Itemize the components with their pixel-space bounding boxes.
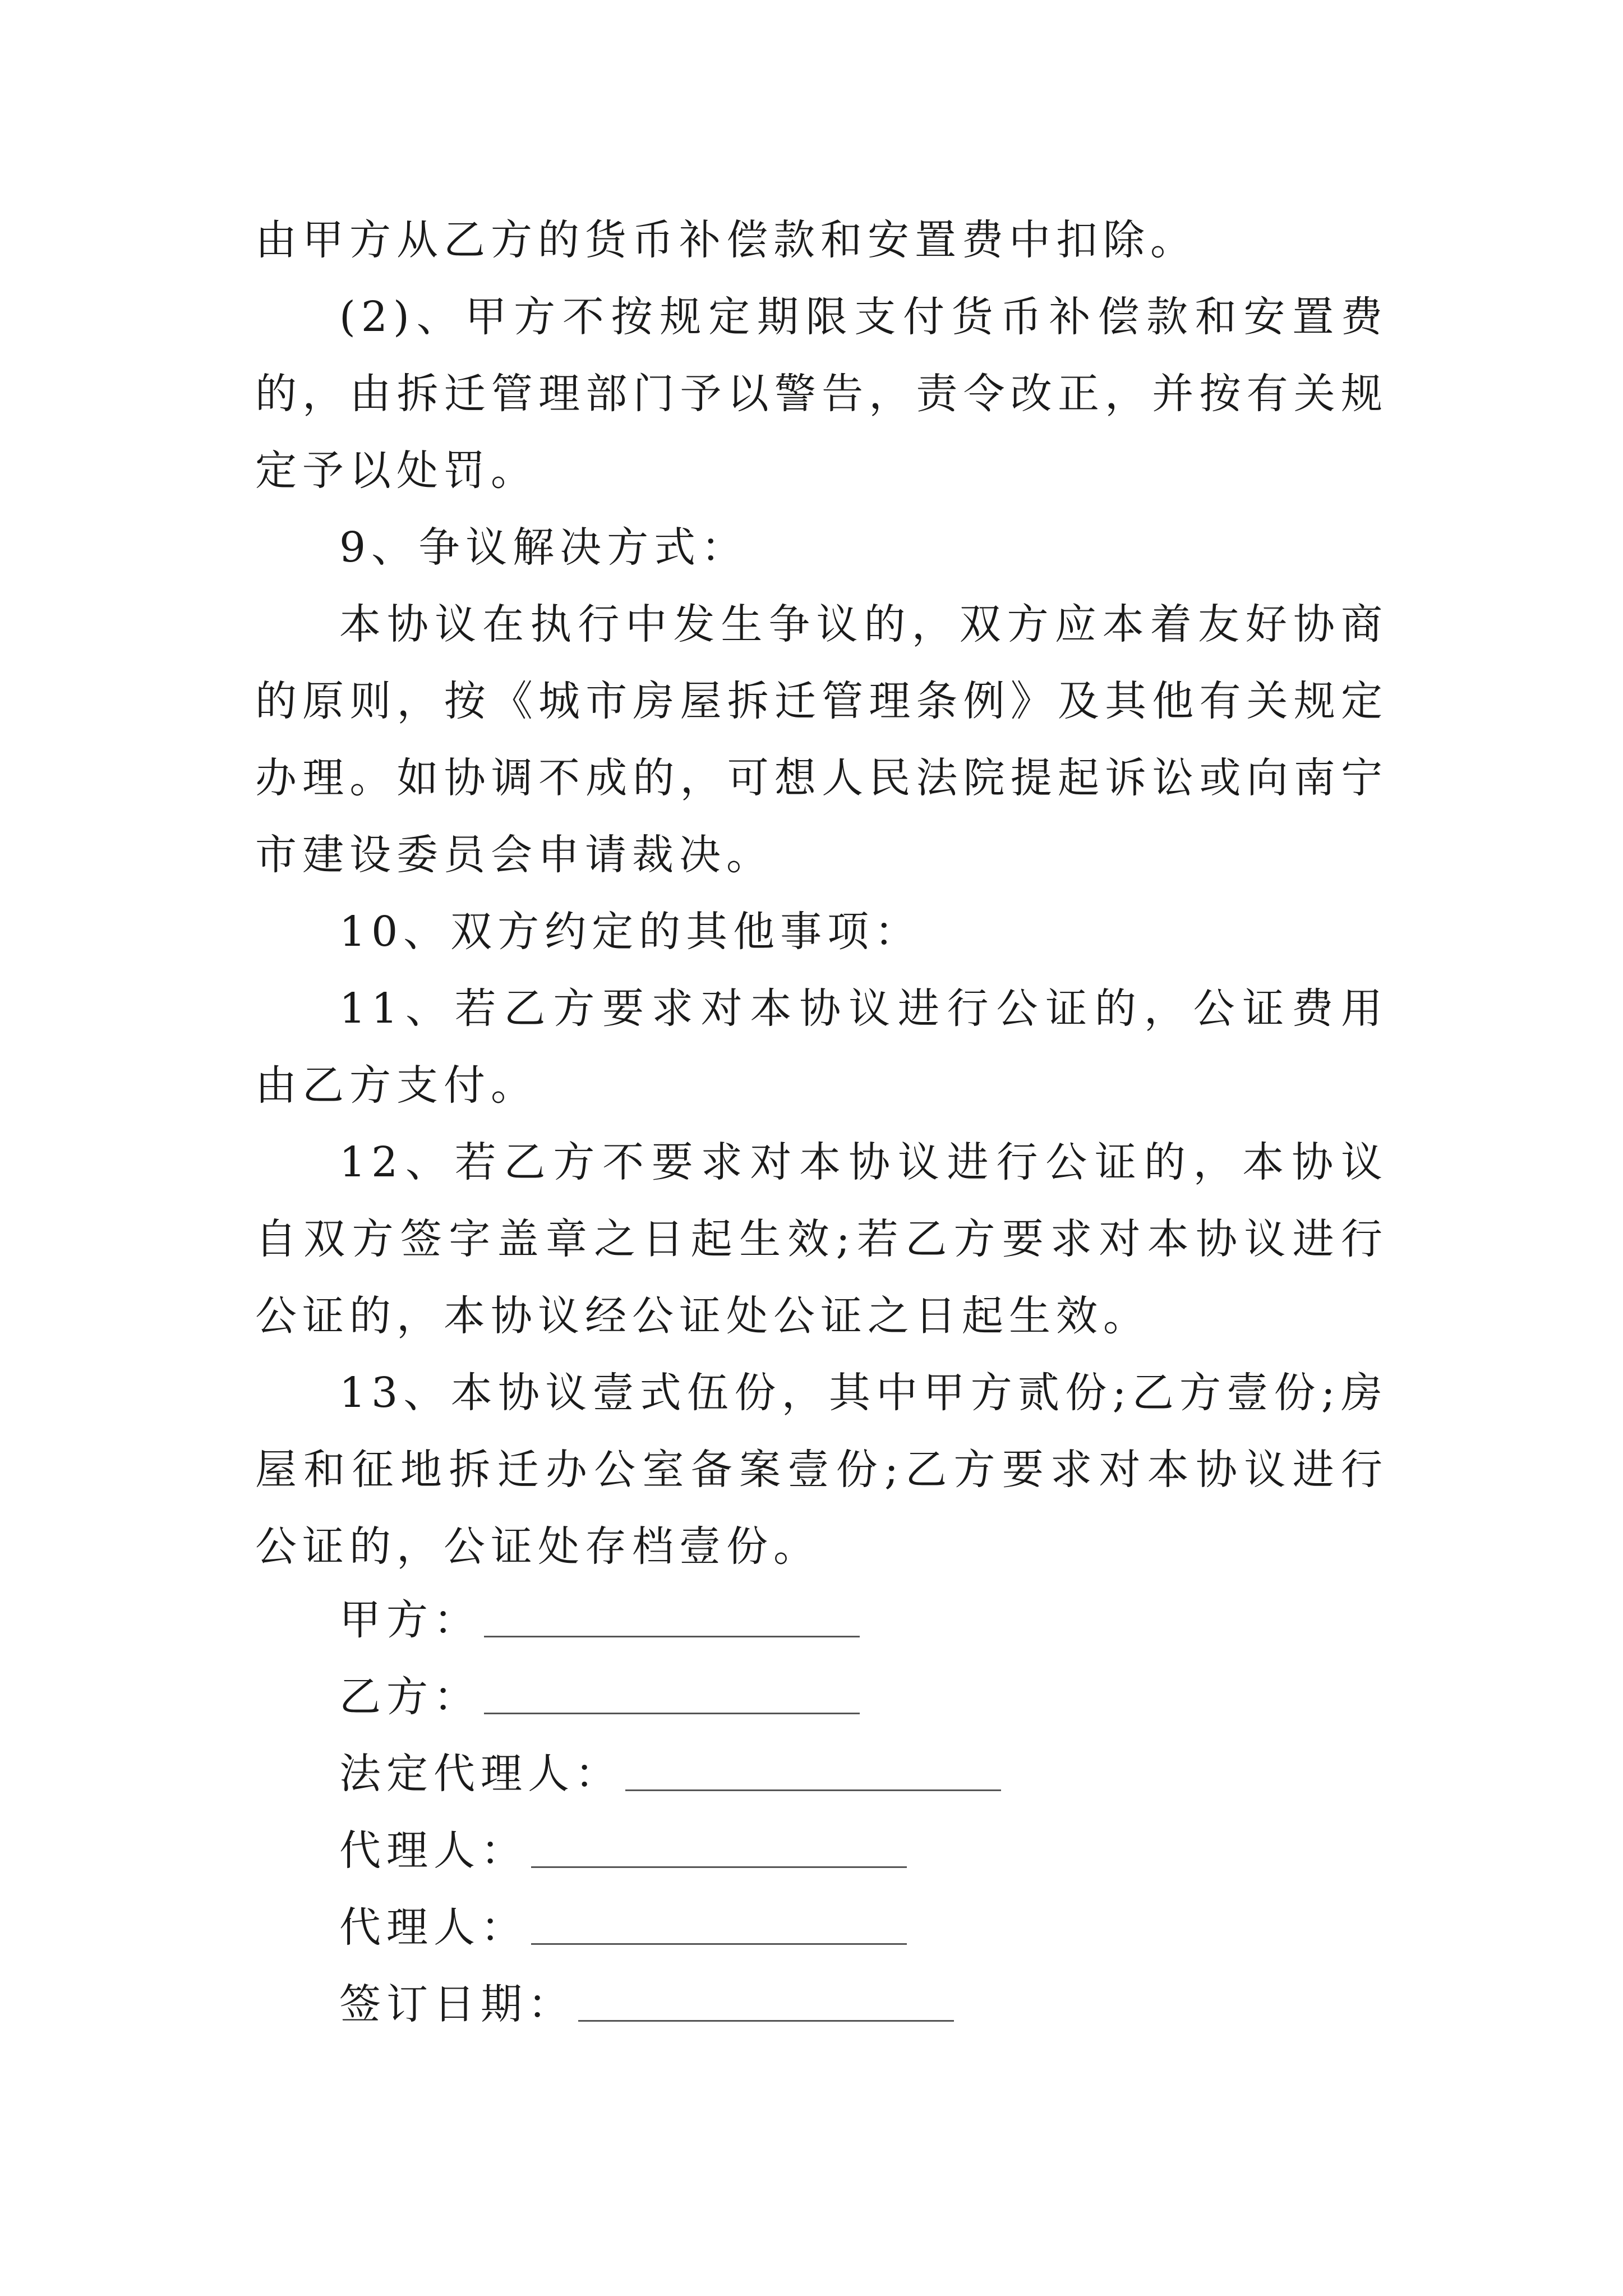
heading-clause-9: 9、争议解决方式： bbox=[339, 523, 749, 572]
signature-blank-legal-agent[interactable] bbox=[625, 1787, 1001, 1791]
signature-label-agent-2: 代理人： bbox=[339, 1903, 528, 1952]
paragraph-clause-8-2: (2)、甲方不按规定期限支付货币补偿款和安置费的，由拆迁管理部门予以警告，责令改正，并按有关规定予以处罚。 bbox=[255, 293, 1388, 495]
paragraph-dispute-resolution: 本协议在执行中发生争议的，双方应本着友好协商的原则，按《城市房屋拆迁管理条例》及其他有关规定办理。如协调不成的，可想人民法院提起诉讼或向南宁市建设委员会申请裁决。 bbox=[255, 600, 1388, 879]
signature-blank-agent-2[interactable] bbox=[531, 1941, 907, 1945]
paragraph-clause-12: 12、若乙方不要求对本协议进行公证的，本协议自双方签字盖章之日起生效;若乙方要求对本协议进行公证的，本协议经公证处公证之日起生效。 bbox=[255, 1138, 1388, 1340]
paragraph-continuation: 由甲方从乙方的货币补偿款和安置费中扣除。 bbox=[255, 216, 1197, 264]
paragraph-clause-13: 13、本协议壹式伍份，其中甲方贰份;乙方壹份;房屋和征地拆迁办公室备案壹份;乙方要求对本协议进行公证的，公证处存档壹份。 bbox=[255, 1369, 1388, 1571]
heading-clause-10: 10、双方约定的其他事项： bbox=[339, 908, 922, 956]
signature-blank-sign-date[interactable] bbox=[578, 2018, 954, 2022]
paragraph-clause-11: 11、若乙方要求对本协议进行公证的，公证费用由乙方支付。 bbox=[255, 984, 1388, 1110]
signature-label-legal-agent: 法定代理人： bbox=[339, 1750, 622, 1798]
document-body bbox=[255, 202, 1388, 1585]
signature-agent-1 bbox=[339, 1812, 907, 1889]
signature-legal-agent bbox=[339, 1736, 1001, 1812]
signature-party-b bbox=[339, 1659, 860, 1736]
signature-label-agent-1: 代理人： bbox=[339, 1826, 528, 1875]
signature-label-sign-date: 签订日期： bbox=[339, 1980, 575, 2028]
signature-blank-party-a[interactable] bbox=[484, 1634, 860, 1637]
signature-label-party-a: 甲方： bbox=[339, 1596, 481, 1644]
signature-agent-2 bbox=[339, 1889, 907, 1966]
signature-blank-party-b[interactable] bbox=[484, 1710, 860, 1714]
signature-blank-agent-1[interactable] bbox=[531, 1864, 907, 1868]
signature-sign-date bbox=[339, 1966, 954, 2043]
signature-label-party-b: 乙方： bbox=[339, 1673, 481, 1721]
signature-party-a bbox=[339, 1582, 860, 1659]
